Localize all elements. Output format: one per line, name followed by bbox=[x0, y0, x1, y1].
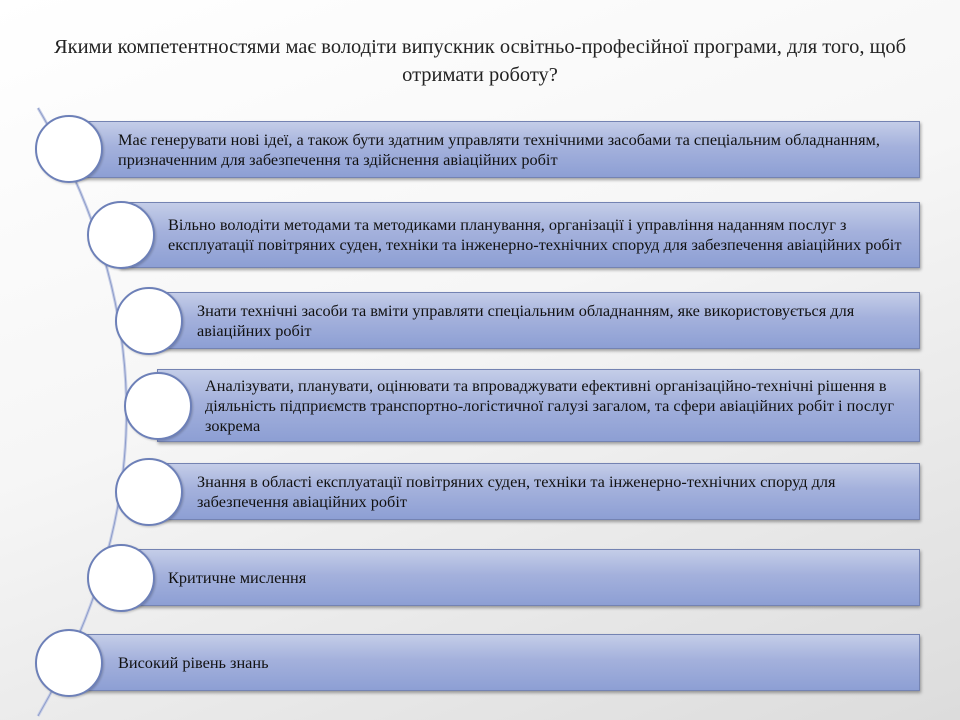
competency-text-7: Високий рівень знань bbox=[118, 652, 269, 672]
competency-bar-5 bbox=[148, 463, 920, 520]
competency-text-6: Критичне мислення bbox=[168, 567, 307, 587]
competency-bar-6 bbox=[119, 549, 920, 606]
competency-marker-5 bbox=[115, 458, 183, 526]
competency-bar-4 bbox=[157, 369, 920, 442]
competency-bar-3 bbox=[148, 292, 920, 349]
competency-marker-4 bbox=[124, 372, 192, 440]
competency-text-5: Знання в області експлуатації повітряних суден, техніки та інженерно-технічних споруд для забезпечення авіаційних робіт bbox=[197, 471, 836, 511]
competency-bar-2 bbox=[119, 202, 920, 268]
competency-text-2: Вільно володіти методами та методиками планування, організації і управління наданням послуг з експлуатації повітряних суден, техніки та інженерно-технічних споруд для забезпечення авіаційних робіт bbox=[168, 215, 902, 254]
competency-marker-3 bbox=[115, 287, 183, 355]
competency-text-4: Аналізувати, планувати, оцінювати та впроваджувати ефективні організаційно-технічні рішення в діяльність підприємств транспортно-логістичної галузі загалом, та сфери авіаційних робіт і послуг зокрема bbox=[205, 375, 895, 435]
competency-marker-6 bbox=[87, 544, 155, 612]
competency-marker-2 bbox=[87, 201, 155, 269]
slide-title: Якими компетентностями має володіти випускник освітньо-професійної програми, для того, щоб отримати роботу? bbox=[53, 36, 907, 86]
competency-bar-7 bbox=[67, 634, 920, 691]
competency-marker-7 bbox=[35, 629, 103, 697]
competency-marker-1 bbox=[35, 115, 103, 183]
competency-text-1: Має генерувати нові ідеї, а також бути здатним управляти технічними засобами та спеціальним обладнанням, призначенним для забезпечення та здійснення авіаційних робіт bbox=[118, 129, 880, 169]
competency-bar-1 bbox=[67, 121, 920, 178]
competency-text-3: Знати технічні засоби та вміти управляти спеціальним обладнанням, яке використовується для авіаційних робіт bbox=[197, 300, 855, 340]
